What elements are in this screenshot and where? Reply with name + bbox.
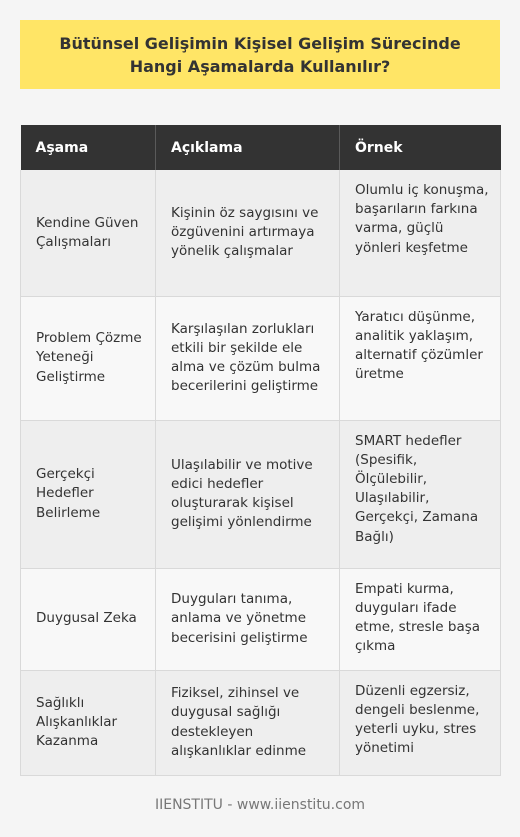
table-row [21,170,501,296]
stage-cell: Kendine Güven Çalışmaları [21,170,156,296]
example-cell: Yaratıcı düşünme, analitik yaklaşım, alternatif çözümler üretme [340,296,501,420]
description-cell: Duyguları tanıma, anlama ve yönetme becerisini geliştirme [156,568,340,670]
footer-credit: IIENSTITU - www.iienstitu.com [154,797,366,813]
stage-cell: Problem Çözme Yeteneği Geliştirme [21,296,156,420]
title-banner [20,20,500,89]
example-cell: Olumlu iç konuşma, başarıların farkına varma, güçlü yönleri keşfetme [340,170,501,296]
page-title: Bütünsel Gelişimin Kişisel Gelişim Sürecinde Hangi Aşamalarda Kullanılır? [59,33,461,76]
stage-cell: Duygusal Zeka [21,568,156,670]
description-cell: Ulaşılabilir ve motive edici hedefler oluşturarak kişisel gelişimi yönlendirme [156,420,340,568]
description-cell: Karşılaşılan zorlukları etkili bir şekilde ele alma ve çözüm bulma becerilerini geliştirme [156,296,340,420]
description-cell: Fiziksel, zihinsel ve duygusal sağlığı destekleyen alışkanlıklar edinme [156,670,340,775]
stages-table [20,125,501,776]
table-row [21,420,501,568]
table-header-row [21,125,501,170]
column-header-example: Örnek [340,125,501,170]
stage-cell: Sağlıklı Alışkanlıklar Kazanma [21,670,156,775]
example-cell: Düzenli egzersiz, dengeli beslenme, yeterli uyku, stres yönetimi [340,670,501,775]
column-header-stage: Aşama [21,125,156,170]
table-row [21,296,501,420]
stage-cell: Gerçekçi Hedefler Belirleme [21,420,156,568]
example-cell: SMART hedefler (Spesifik, Ölçülebilir, Ulaşılabilir, Gerçekçi, Zamana Bağlı) [340,420,501,568]
column-header-description: Açıklama [156,125,340,170]
table-row [21,568,501,670]
example-cell: Empati kurma, duyguları ifade etme, stresle başa çıkma [340,568,501,670]
table-row [21,670,501,775]
description-cell: Kişinin öz saygısını ve özgüvenini artırmaya yönelik çalışmalar [156,170,340,296]
